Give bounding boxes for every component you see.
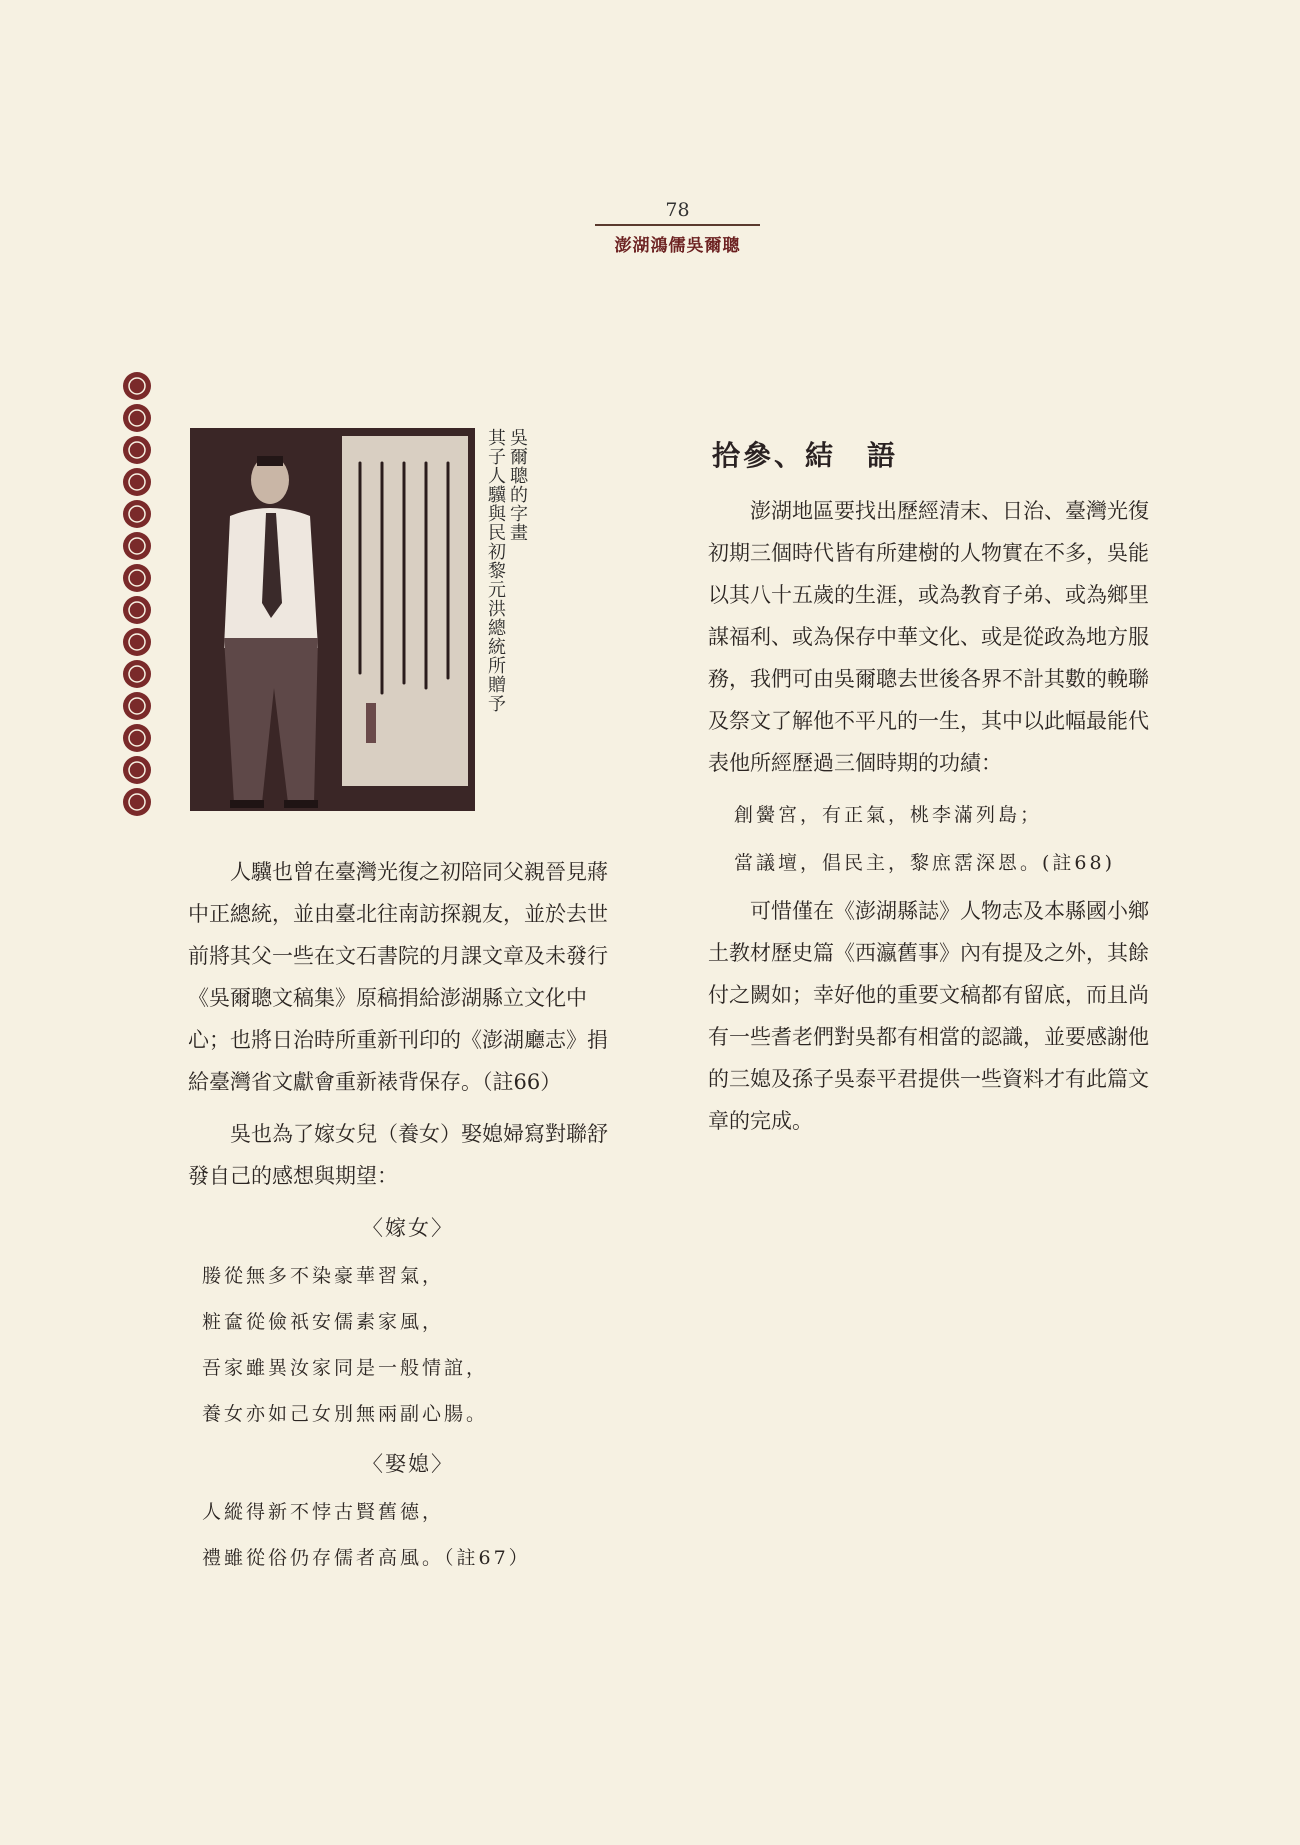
poem-line: 粧奩從儉祇安儒素家風， [202, 1311, 445, 1333]
poem-line: 吾家雖異汝家同是一般情誼， [202, 1357, 489, 1379]
poem-line: 養女亦如己女別無兩副心腸。 [202, 1403, 489, 1425]
header-divider [595, 224, 760, 226]
photo-caption [484, 428, 528, 828]
photo-man-with-calligraphy [190, 428, 475, 811]
right-column [708, 490, 1158, 1152]
poem-title-marry-daughter: 〈嫁女〉 [362, 1216, 454, 1240]
caption-line-1: 吳爾聰的字畫 [507, 428, 528, 542]
left-column [188, 851, 628, 1583]
right-paragraph-1: 澎湖地區要找出歷經清末、日治、臺灣光復初期三個時代皆有所建樹的人物實在不多，吳能以其八十五歲的生涯，或為教育子弟、或為鄉里謀福利、或為保存中華文化、或是從政為地方服務，我們可由吳爾聰去世後各界不計其數的輓聯及祭文了解他不平凡的一生，其中以此幅最能代表他所經歷過三個時期的功績： [708, 499, 1149, 775]
left-paragraph-2: 吳也為了嫁女兒（養女）娶媳婦寫對聯舒發自己的感想與期望： [188, 1122, 608, 1188]
couplet-line: 創黌宮，有正氣，桃李滿列島； [734, 804, 1043, 826]
poem-line: 人縱得新不悖古賢舊德， [202, 1501, 445, 1523]
page-number: 78 [665, 199, 690, 221]
decorative-border [117, 366, 157, 821]
left-paragraph-1: 人驥也曾在臺灣光復之初陪同父親晉見蔣中正總統，並由臺北往南訪探親友，並於去世前將其父一些在文石書院的月課文章及未發行《吳爾聰文稿集》原稿捐給澎湖縣立文化中心；也將日治時所重新刊印的《澎湖廳志》捐給臺灣省文獻會重新裱背保存。（註66） [188, 860, 608, 1094]
caption-line-2: 其子人驥與民初黎元洪總統所贈予 [485, 428, 506, 713]
poem-title-take-daughter-in-law: 〈娶媳〉 [362, 1452, 454, 1476]
poem-line: 禮雖從俗仍存儒者高風。（註67） [202, 1547, 531, 1569]
couplet-line: 當議壇，倡民主，黎庶霑深恩。(註68) [734, 852, 1116, 874]
page-header [595, 198, 760, 256]
running-title: 澎湖鴻儒吳爾聰 [614, 236, 741, 256]
ornament-pattern-icon [117, 366, 157, 821]
poem-line: 媵從無多不染豪華習氣， [202, 1265, 445, 1287]
right-paragraph-2: 可惜僅在《澎湖縣誌》人物志及本縣國小鄉土教材歷史篇《西瀛舊事》內有提及之外，其餘付之闕如；幸好他的重要文稿都有留底，而且尚有一些耆老們對吳都有相當的認識，並要感謝他的三媳及孫子吳泰平君提供一些資料才有此篇文章的完成。 [708, 899, 1149, 1133]
section-title: 拾參、結 語 [712, 439, 899, 472]
